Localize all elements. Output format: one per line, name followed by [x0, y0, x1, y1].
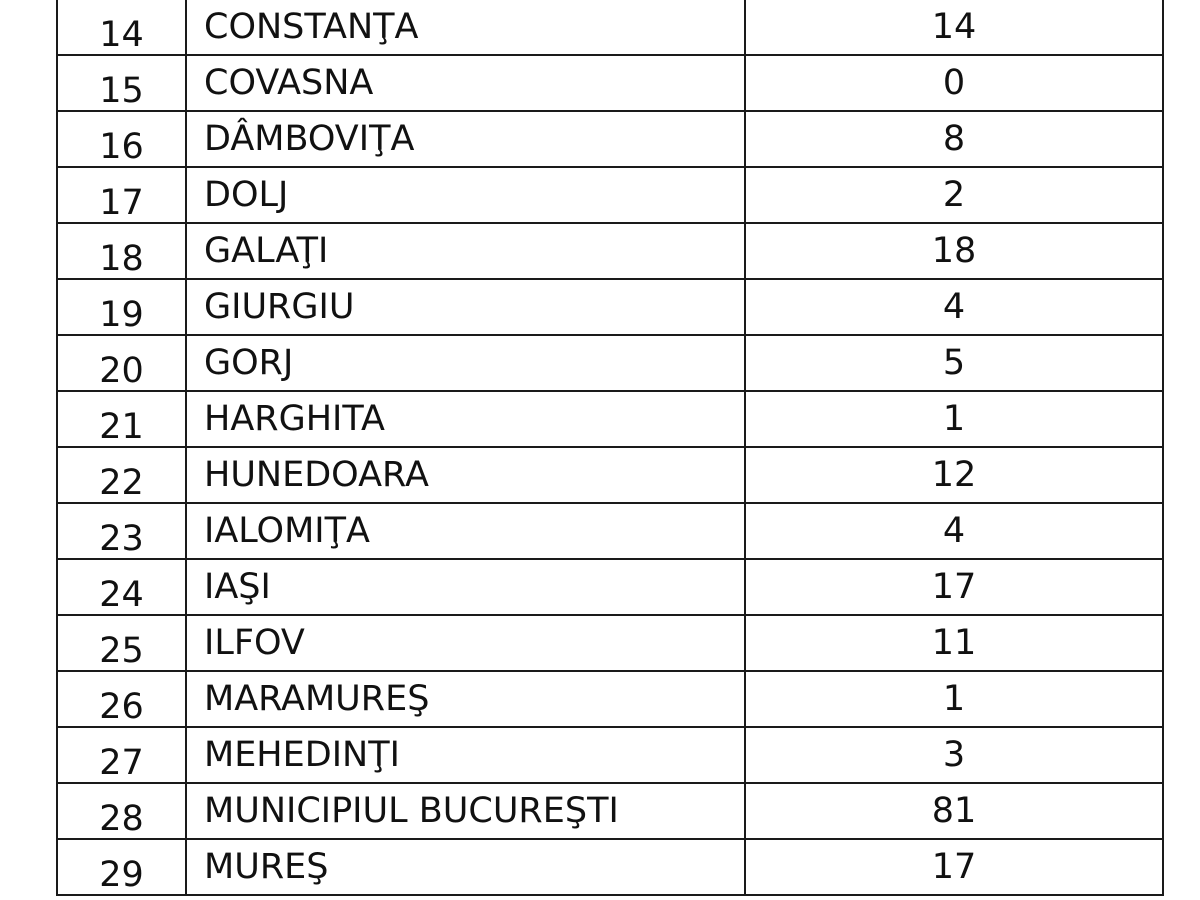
- table-row: [57, 503, 1163, 559]
- county-name: HARGHITA: [186, 391, 745, 447]
- row-number: 14: [57, 0, 186, 55]
- row-number: 27: [57, 727, 186, 783]
- row-number: 18: [57, 223, 186, 279]
- county-count: 81: [745, 783, 1163, 839]
- row-number: 16: [57, 111, 186, 167]
- table-row: [57, 167, 1163, 223]
- county-name: MARAMUREŞ: [186, 671, 745, 727]
- row-number: 24: [57, 559, 186, 615]
- row-number: 21: [57, 391, 186, 447]
- county-count: 12: [745, 447, 1163, 503]
- table-row: [57, 223, 1163, 279]
- table-row: [57, 447, 1163, 503]
- county-count: 5: [745, 335, 1163, 391]
- county-name: CONSTANŢA: [186, 0, 745, 55]
- table-row: [57, 839, 1163, 895]
- county-name: DÂMBOVIŢA: [186, 111, 745, 167]
- table-row: [57, 783, 1163, 839]
- county-count: 8: [745, 111, 1163, 167]
- county-count: 1: [745, 391, 1163, 447]
- table-row: [57, 391, 1163, 447]
- county-count: 17: [745, 839, 1163, 895]
- county-name: ILFOV: [186, 615, 745, 671]
- table-row: [57, 559, 1163, 615]
- table-row: [57, 615, 1163, 671]
- row-number: 22: [57, 447, 186, 503]
- county-table-body: [57, 0, 1163, 895]
- county-count: 4: [745, 503, 1163, 559]
- row-number: 19: [57, 279, 186, 335]
- county-name: MUNICIPIUL BUCUREŞTI: [186, 783, 745, 839]
- county-count: 1: [745, 671, 1163, 727]
- table-row: [57, 111, 1163, 167]
- county-count: 14: [745, 0, 1163, 55]
- table-row: [57, 55, 1163, 111]
- row-number: 20: [57, 335, 186, 391]
- county-name: GORJ: [186, 335, 745, 391]
- county-count: 18: [745, 223, 1163, 279]
- table-row: [57, 727, 1163, 783]
- row-number: 26: [57, 671, 186, 727]
- county-count: 11: [745, 615, 1163, 671]
- table-row: [57, 671, 1163, 727]
- county-name: GIURGIU: [186, 279, 745, 335]
- county-count: 17: [745, 559, 1163, 615]
- table-row: [57, 279, 1163, 335]
- county-name: GALAŢI: [186, 223, 745, 279]
- county-table: [56, 0, 1164, 896]
- row-number: 25: [57, 615, 186, 671]
- row-number: 23: [57, 503, 186, 559]
- row-number: 28: [57, 783, 186, 839]
- county-name: MEHEDINŢI: [186, 727, 745, 783]
- county-count: 2: [745, 167, 1163, 223]
- county-name: IAŞI: [186, 559, 745, 615]
- county-count: 0: [745, 55, 1163, 111]
- county-name: IALOMIŢA: [186, 503, 745, 559]
- county-name: HUNEDOARA: [186, 447, 745, 503]
- row-number: 15: [57, 55, 186, 111]
- row-number: 29: [57, 839, 186, 895]
- table-row: [57, 0, 1163, 55]
- county-name: COVASNA: [186, 55, 745, 111]
- table-row: [57, 335, 1163, 391]
- county-count: 4: [745, 279, 1163, 335]
- county-count: 3: [745, 727, 1163, 783]
- row-number: 17: [57, 167, 186, 223]
- county-name: MUREŞ: [186, 839, 745, 895]
- county-name: DOLJ: [186, 167, 745, 223]
